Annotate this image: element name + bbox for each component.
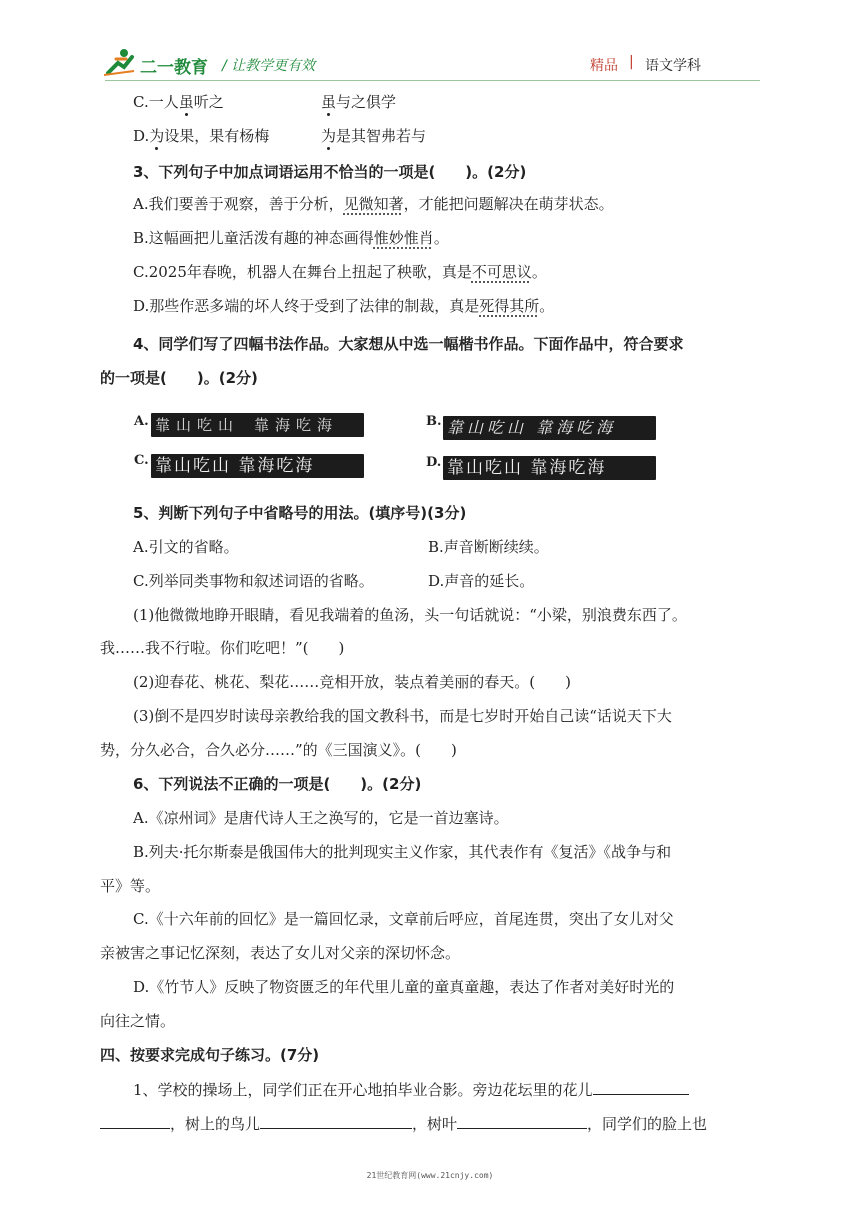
q4-option-c-calligraphy: 靠山吃山 靠海吃海 xyxy=(151,454,364,478)
premium-badge: 精品 xyxy=(590,58,618,74)
section-4-title: 四、按要求完成句子练习。(7分) xyxy=(100,1046,320,1064)
q6-option-b-line2: 平》等。 xyxy=(100,877,161,895)
q3-c-dotted: 不可思议 xyxy=(471,263,532,281)
q6-option-d-line1: D.《竹节人》反映了物资匮乏的年代里儿童的童真童趣，表达了作者对美好时光的 xyxy=(133,978,675,996)
q6-option-b-line1: B.列夫·托尔斯泰是俄国伟大的批判现实主义作家，其代表作有《复活》《战争与和 xyxy=(133,843,672,861)
answer-blank[interactable] xyxy=(593,1079,689,1095)
q3-title: 3、下列句子中加点词语运用不恰当的一项是( )。(2分) xyxy=(133,163,527,181)
q5-sentence-3-line2: 势，分久必合，合久必分……”的《三国演义》。( ) xyxy=(100,741,457,759)
q4-title-line1: 4、同学们写了四幅书法作品。大家想从中选一幅楷书作品。下面作品中，符合要求 xyxy=(133,335,684,353)
s4-q1-line2: ，树上的鸟儿 ，树叶 ，同学们的脸上也 xyxy=(100,1113,707,1134)
q6-option-d-line2: 向往之情。 xyxy=(100,1012,176,1030)
q5-option-c: C.列举同类事物和叙述词语的省略。 xyxy=(133,572,374,590)
q4-title-line2: 的一项是( )。(2分) xyxy=(100,369,258,387)
q6-title: 6、下列说法不正确的一项是( )。(2分) xyxy=(133,775,422,793)
q4-option-b-calligraphy: 靠山吃山 靠海吃海 xyxy=(443,416,656,440)
q3-option-b: B.这幅画把儿童活泼有趣的神态画得惟妙惟肖。 xyxy=(133,229,449,247)
footer-text: 21世纪教育网(www.21cnjy.com) xyxy=(366,1171,494,1180)
header-separator: | xyxy=(629,54,634,70)
q3-option-a: A.我们要善于观察，善于分析，见微知著，才能把问题解决在萌芽状态。 xyxy=(133,195,614,213)
s4-q1-line1: 1、学校的操场上，同学们正在开心地拍毕业合影。旁边花坛里的花儿 xyxy=(133,1079,689,1100)
q3-b-dotted: 惟妙惟肖 xyxy=(373,229,434,247)
q5-sentence-1-line2: 我……我不行啦。你们吃吧！”( ) xyxy=(100,639,345,657)
q5-option-d: D.声音的延长。 xyxy=(428,572,535,590)
header-divider xyxy=(105,80,760,81)
q4-option-a-calligraphy: 靠山吃山 靠海吃海 xyxy=(151,413,364,437)
q6-option-c-line2: 亲被害之事记忆深刻，表达了女儿对父亲的深切怀念。 xyxy=(100,944,461,962)
q4-option-b-label: B. xyxy=(426,414,442,429)
q4-option-d-calligraphy: 靠山吃山 靠海吃海 xyxy=(443,456,656,480)
q4-option-c-label: C. xyxy=(134,453,149,468)
q5-title: 5、判断下列句子中省略号的用法。(填序号)(3分) xyxy=(133,504,467,522)
q3-option-c: C.2025年春晚，机器人在舞台上扭起了秧歌，真是不可思议。 xyxy=(133,263,547,281)
q5-sentence-1-line1: (1)他微微地睁开眼睛，看见我端着的鱼汤，头一句话就说：“小梁，别浪费东西了。 xyxy=(133,606,687,624)
subject-label: 语文学科 xyxy=(645,58,701,74)
logo-text: 二一教育 xyxy=(140,58,208,78)
q5-sentence-3-line1: (3)倒不是四岁时读母亲教给我的国文教科书，而是七岁时开始自己读“话说天下大 xyxy=(133,707,672,725)
q4-option-d-label: D. xyxy=(426,455,442,470)
q4-option-a-label: A. xyxy=(134,414,149,429)
q3-a-dotted: 见微知著 xyxy=(343,195,404,213)
q5-sentence-2: (2)迎春花、桃花、梨花……竞相开放，装点着美丽的春天。( ) xyxy=(133,673,571,691)
q2-option-d-left: D.为设果，果有杨梅 xyxy=(133,127,270,145)
q3-d-dotted: 死得其所 xyxy=(479,297,540,315)
slogan: / 让教学更有效 xyxy=(222,58,316,74)
q5-option-a: A.引文的省略。 xyxy=(133,538,239,556)
logo xyxy=(104,47,216,79)
q6-option-c-line1: C.《十六年前的回忆》是一篇回忆录，文章前后呼应，首尾连贯，突出了女儿对父 xyxy=(133,910,674,928)
q6-option-a: A.《凉州词》是唐代诗人王之涣写的，它是一首边塞诗。 xyxy=(133,809,509,827)
answer-blank[interactable] xyxy=(260,1113,412,1129)
q5-option-b: B.声音断断续续。 xyxy=(428,538,549,556)
q2-option-c-right: 虽与之俱学 xyxy=(321,93,397,111)
runner-logo-icon xyxy=(104,47,138,77)
q3-option-d: D.那些作恶多端的坏人终于受到了法律的制裁，真是死得其所。 xyxy=(133,297,555,315)
answer-blank[interactable] xyxy=(457,1113,587,1129)
answer-blank[interactable] xyxy=(100,1113,170,1129)
q2-option-c-left: C.一人虽听之 xyxy=(133,93,224,111)
q2-option-d-right: 为是其智弗若与 xyxy=(321,127,427,145)
